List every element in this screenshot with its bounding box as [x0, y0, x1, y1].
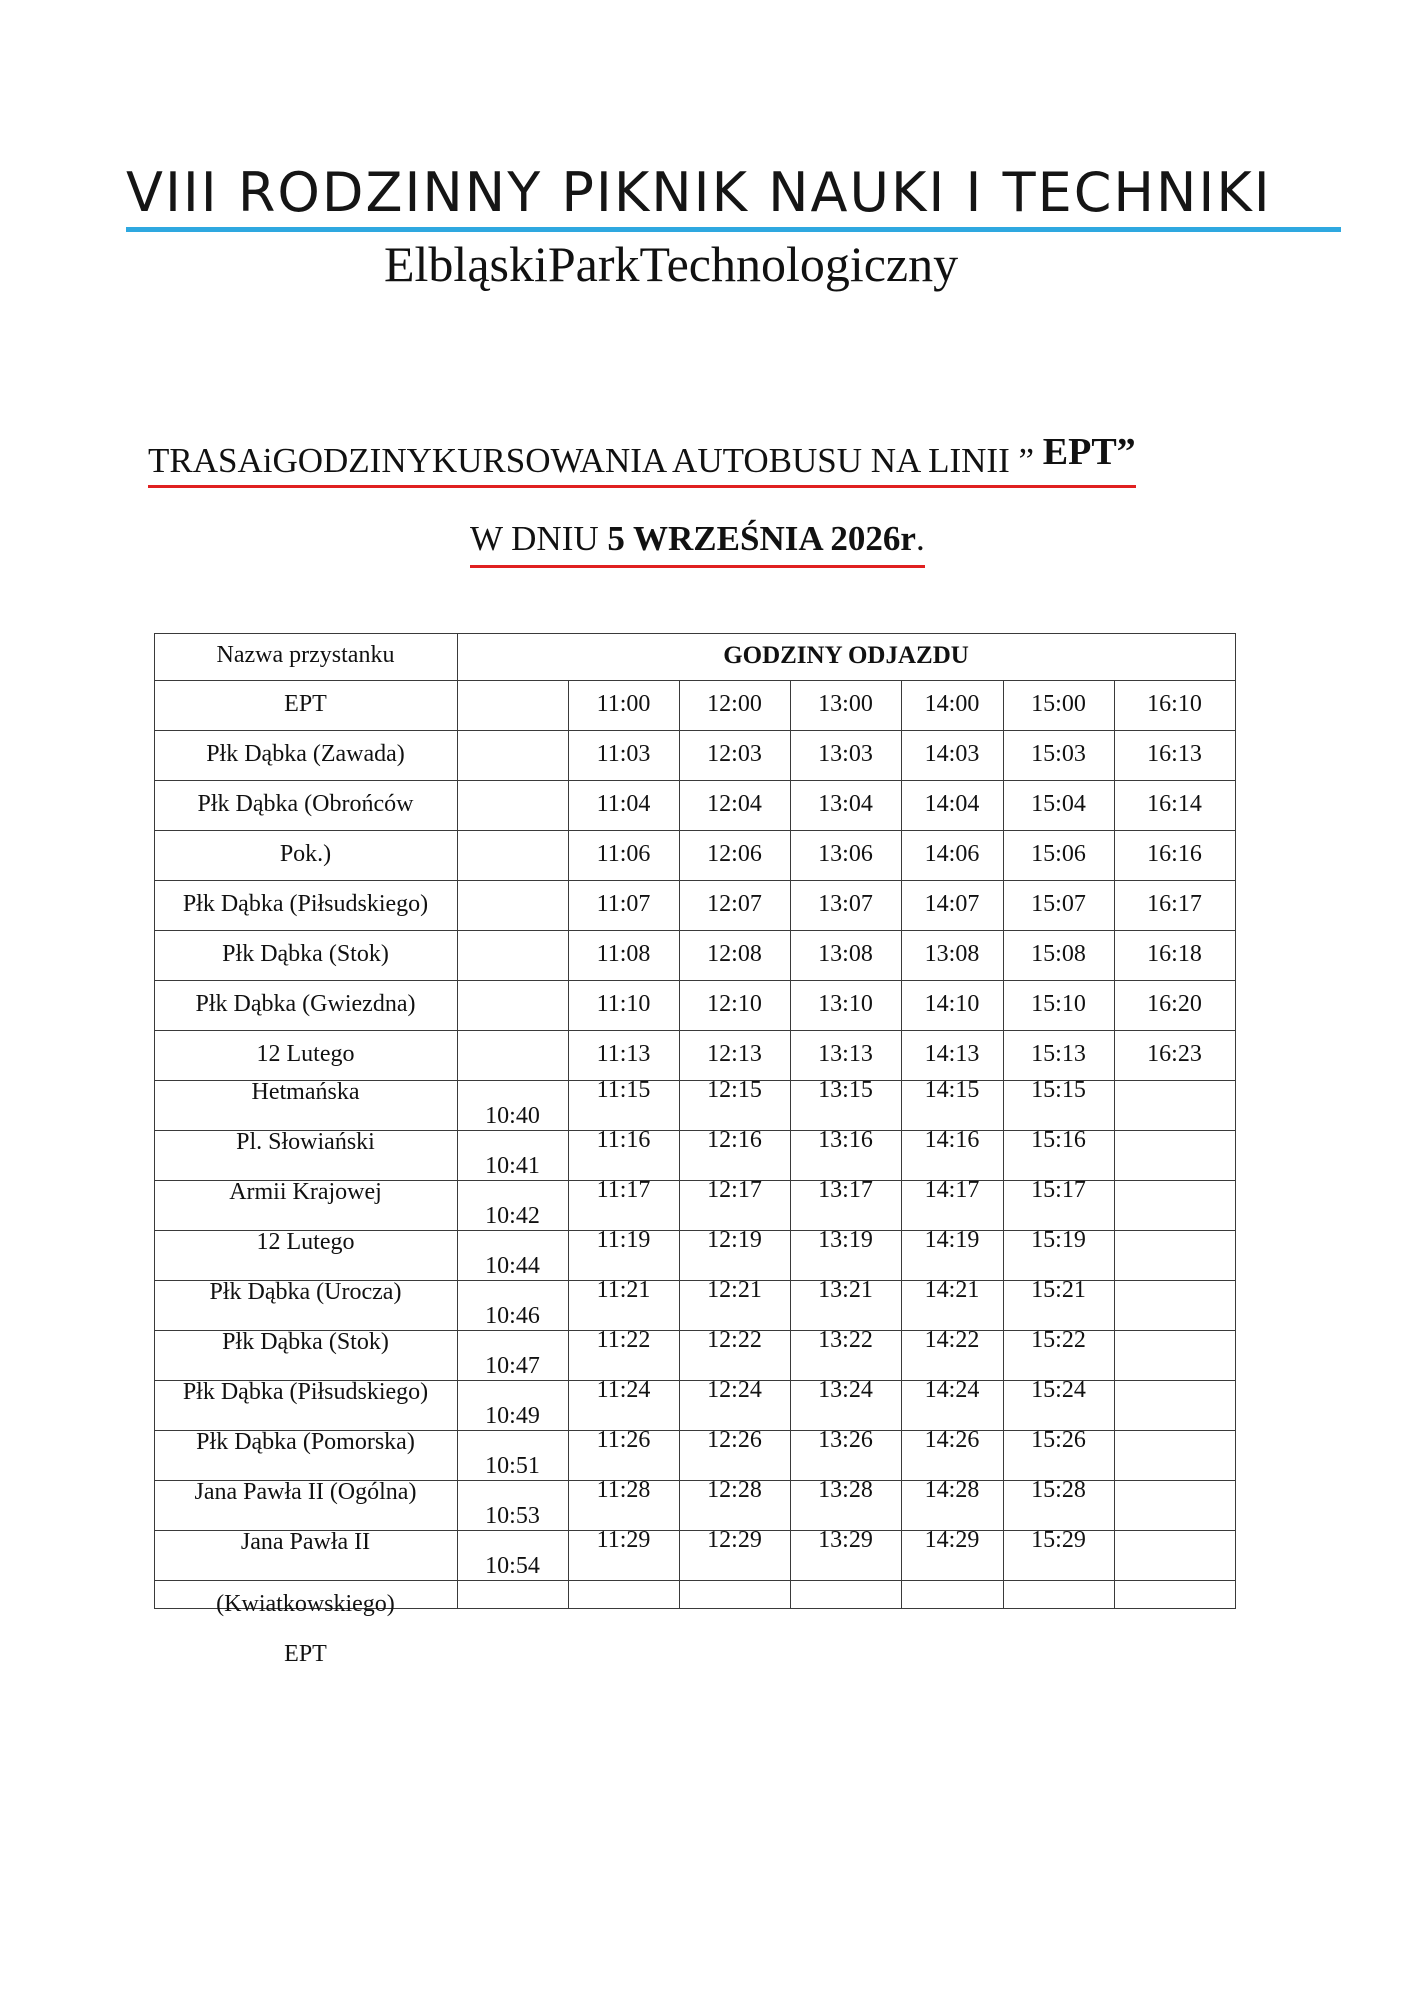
- departure-time: 13:04: [818, 791, 873, 817]
- departure-time: 13:00: [818, 691, 873, 717]
- stop-name: Płk Dąbka (Gwiezdna): [195, 991, 416, 1017]
- departure-time: 15:03: [1031, 741, 1086, 767]
- departure-time: 11:00: [596, 691, 651, 717]
- departure-time: 12:19: [707, 1227, 762, 1253]
- departure-time: 14:07: [924, 891, 980, 917]
- stop-column-header: Nazwa przystanku: [216, 642, 395, 668]
- stop-name: Pl. Słowiański: [236, 1129, 375, 1155]
- departure-time: 14:06: [924, 841, 980, 867]
- departure-time: 14:24: [924, 1377, 980, 1403]
- grid-hline: [154, 633, 1236, 634]
- departure-time: 15:19: [1031, 1227, 1086, 1253]
- departure-time: 11:06: [596, 841, 651, 867]
- departure-time: 13:08: [924, 941, 980, 967]
- departure-time: 16:18: [1147, 941, 1202, 967]
- departure-time: 12:07: [707, 891, 762, 917]
- departure-time: 16:13: [1147, 741, 1202, 767]
- departure-time: 15:28: [1031, 1477, 1086, 1503]
- departure-time: 11:08: [596, 941, 651, 967]
- departure-time: 13:16: [818, 1127, 873, 1153]
- departure-time: 13:26: [818, 1427, 873, 1453]
- stop-name: Płk Dąbka (Zawada): [206, 741, 405, 767]
- departure-time: 16:20: [1147, 991, 1202, 1017]
- departure-time: 14:21: [924, 1277, 980, 1303]
- stop-name: Płk Dąbka (Piłsudskiego): [182, 891, 429, 917]
- departure-time: 16:14: [1147, 791, 1202, 817]
- departure-time: 15:16: [1031, 1127, 1086, 1153]
- grid-hline: [154, 730, 1236, 731]
- departure-time: 15:29: [1031, 1527, 1086, 1553]
- grid-hline: [154, 830, 1236, 831]
- grid-hline: [154, 1030, 1236, 1031]
- stop-name: Jana Pawła II (Ogólna): [194, 1479, 417, 1505]
- grid-vline: [154, 633, 155, 1609]
- departure-time: 13:10: [818, 991, 873, 1017]
- departure-time: 15:13: [1031, 1041, 1086, 1067]
- departure-time: 12:22: [707, 1327, 762, 1353]
- departure-time: 11:15: [596, 1077, 651, 1103]
- departure-time: 13:07: [818, 891, 873, 917]
- grid-vline: [1114, 680, 1115, 1609]
- stop-name: 12 Lutego: [256, 1041, 355, 1067]
- departure-time: 11:26: [596, 1427, 651, 1453]
- departure-time: 14:10: [924, 991, 980, 1017]
- departure-time: 11:07: [596, 891, 651, 917]
- departure-time: 12:10: [707, 991, 762, 1017]
- departure-time: 12:03: [707, 741, 762, 767]
- first-run-time: 10:54: [485, 1553, 540, 1579]
- first-run-time: 10:40: [485, 1103, 540, 1129]
- departure-time: 11:16: [596, 1127, 651, 1153]
- departure-time: 11:29: [596, 1527, 651, 1553]
- first-run-time: 10:53: [485, 1503, 540, 1529]
- departure-time: 15:00: [1031, 691, 1086, 717]
- departure-time: 16:23: [1147, 1041, 1202, 1067]
- departure-time: 15:21: [1031, 1277, 1086, 1303]
- departure-time: 13:28: [818, 1477, 873, 1503]
- departure-time: 12:28: [707, 1477, 762, 1503]
- departure-time: 12:24: [707, 1377, 762, 1403]
- departure-time: 11:19: [596, 1227, 651, 1253]
- departure-time: 14:22: [924, 1327, 980, 1353]
- departure-time: 12:17: [707, 1177, 762, 1203]
- stop-name: Płk Dąbka (Piłsudskiego): [182, 1379, 429, 1405]
- departure-time: 11:17: [596, 1177, 651, 1203]
- grid-vline: [1235, 633, 1236, 1609]
- departure-time: 13:22: [818, 1327, 873, 1353]
- departure-time: 15:06: [1031, 841, 1086, 867]
- departure-time: 15:15: [1031, 1077, 1086, 1103]
- departure-time: 13:06: [818, 841, 873, 867]
- event-title: VIII RODZINNY PIKNIK NAUKI I TECHNIKI: [126, 161, 1272, 224]
- departure-time: 11:21: [596, 1277, 651, 1303]
- departure-time: 16:10: [1147, 691, 1202, 717]
- departure-time: 13:21: [818, 1277, 873, 1303]
- departure-time: 13:19: [818, 1227, 873, 1253]
- departure-time: 11:03: [596, 741, 651, 767]
- departure-time: 13:08: [818, 941, 873, 967]
- departure-time: 13:29: [818, 1527, 873, 1553]
- first-run-time: 10:49: [485, 1403, 540, 1429]
- departure-time: 14:00: [924, 691, 980, 717]
- event-date: 5 WRZEŚNIA 2026r: [607, 519, 916, 558]
- departure-time: 15:17: [1031, 1177, 1086, 1203]
- first-run-time: 10:51: [485, 1453, 540, 1479]
- stop-name: Płk Dąbka (Obrońców: [197, 791, 414, 817]
- departure-time: 12:26: [707, 1427, 762, 1453]
- date-prefix: W DNIU: [470, 519, 608, 558]
- grid-hline: [154, 680, 1236, 681]
- departure-time: 12:21: [707, 1277, 762, 1303]
- departure-time: 14:28: [924, 1477, 980, 1503]
- stop-name: Płk Dąbka (Stok): [222, 941, 389, 967]
- departure-time: 14:17: [924, 1177, 980, 1203]
- departure-time: 15:04: [1031, 791, 1086, 817]
- departure-time: 15:22: [1031, 1327, 1086, 1353]
- first-run-time: 10:46: [485, 1303, 540, 1329]
- stop-name: Płk Dąbka (Urocza): [209, 1279, 402, 1305]
- first-run-time: 10:44: [485, 1253, 540, 1279]
- departure-time: 13:13: [818, 1041, 873, 1067]
- stop-name: Pok.): [279, 841, 332, 867]
- stop-name: Płk Dąbka (Pomorska): [196, 1429, 415, 1455]
- departure-time: 12:29: [707, 1527, 762, 1553]
- title-underline: [126, 227, 1341, 232]
- stop-name: EPT: [284, 691, 327, 717]
- grid-hline: [154, 980, 1236, 981]
- departure-time: 12:00: [707, 691, 762, 717]
- departure-time: 13:15: [818, 1077, 873, 1103]
- departure-time: 16:16: [1147, 841, 1202, 867]
- departure-time: 12:16: [707, 1127, 762, 1153]
- departure-time: 13:24: [818, 1377, 873, 1403]
- departure-time: 14:26: [924, 1427, 980, 1453]
- stop-name: Armii Krajowej: [229, 1179, 382, 1205]
- route-heading: [148, 431, 1136, 482]
- stop-name: 12 Lutego: [256, 1229, 355, 1255]
- departure-time: 14:16: [924, 1127, 980, 1153]
- date-heading: [470, 516, 925, 562]
- organizer-name: ElbląskiParkTechnologiczny: [384, 236, 959, 292]
- departure-time: 13:03: [818, 741, 873, 767]
- stop-name: Hetmańska: [251, 1079, 360, 1105]
- stop-name: (Kwiatkowskiego): [216, 1591, 395, 1617]
- departure-time: 14:03: [924, 741, 980, 767]
- departure-time: 13:17: [818, 1177, 873, 1203]
- departures-header: GODZINY ODJAZDU: [723, 642, 969, 669]
- departure-time: 11:28: [596, 1477, 651, 1503]
- departure-time: 14:29: [924, 1527, 980, 1553]
- departure-time: 12:04: [707, 791, 762, 817]
- departure-time: 16:17: [1147, 891, 1202, 917]
- stop-name: Jana Pawła II: [240, 1529, 371, 1555]
- first-run-time: 10:41: [485, 1153, 540, 1179]
- grid-hline: [154, 1580, 1236, 1581]
- line-code: EPT”: [1042, 431, 1136, 473]
- departure-time: 15:08: [1031, 941, 1086, 967]
- route-heading-text: TRASAiGODZINYKURSOWANIA AUTOBUSU NA LINII ”: [148, 441, 1043, 480]
- grid-hline: [154, 780, 1236, 781]
- departure-time: 12:13: [707, 1041, 762, 1067]
- first-run-time: 10:42: [485, 1203, 540, 1229]
- departure-time: 12:06: [707, 841, 762, 867]
- date-suffix: .: [915, 519, 925, 558]
- departure-time: 15:10: [1031, 991, 1086, 1017]
- departure-time: 14:15: [924, 1077, 980, 1103]
- departure-time: 15:24: [1031, 1377, 1086, 1403]
- departure-time: 12:15: [707, 1077, 762, 1103]
- departure-time: 14:04: [924, 791, 980, 817]
- departure-time: 11:22: [596, 1327, 651, 1353]
- date-heading-underline: [470, 565, 925, 568]
- departure-time: 11:10: [596, 991, 651, 1017]
- departure-time: 15:26: [1031, 1427, 1086, 1453]
- departure-time: 14:13: [924, 1041, 980, 1067]
- route-heading-underline: [148, 485, 1136, 488]
- first-run-time: 10:47: [485, 1353, 540, 1379]
- departure-time: 14:19: [924, 1227, 980, 1253]
- stop-name: EPT: [284, 1641, 327, 1667]
- departure-time: 15:07: [1031, 891, 1086, 917]
- departure-time: 11:13: [596, 1041, 651, 1067]
- grid-hline: [154, 930, 1236, 931]
- departure-time: 12:08: [707, 941, 762, 967]
- grid-hline: [154, 880, 1236, 881]
- timetable: [154, 633, 1235, 1667]
- departure-time: 11:24: [596, 1377, 651, 1403]
- stop-name: Płk Dąbka (Stok): [222, 1329, 389, 1355]
- departure-time: 11:04: [596, 791, 651, 817]
